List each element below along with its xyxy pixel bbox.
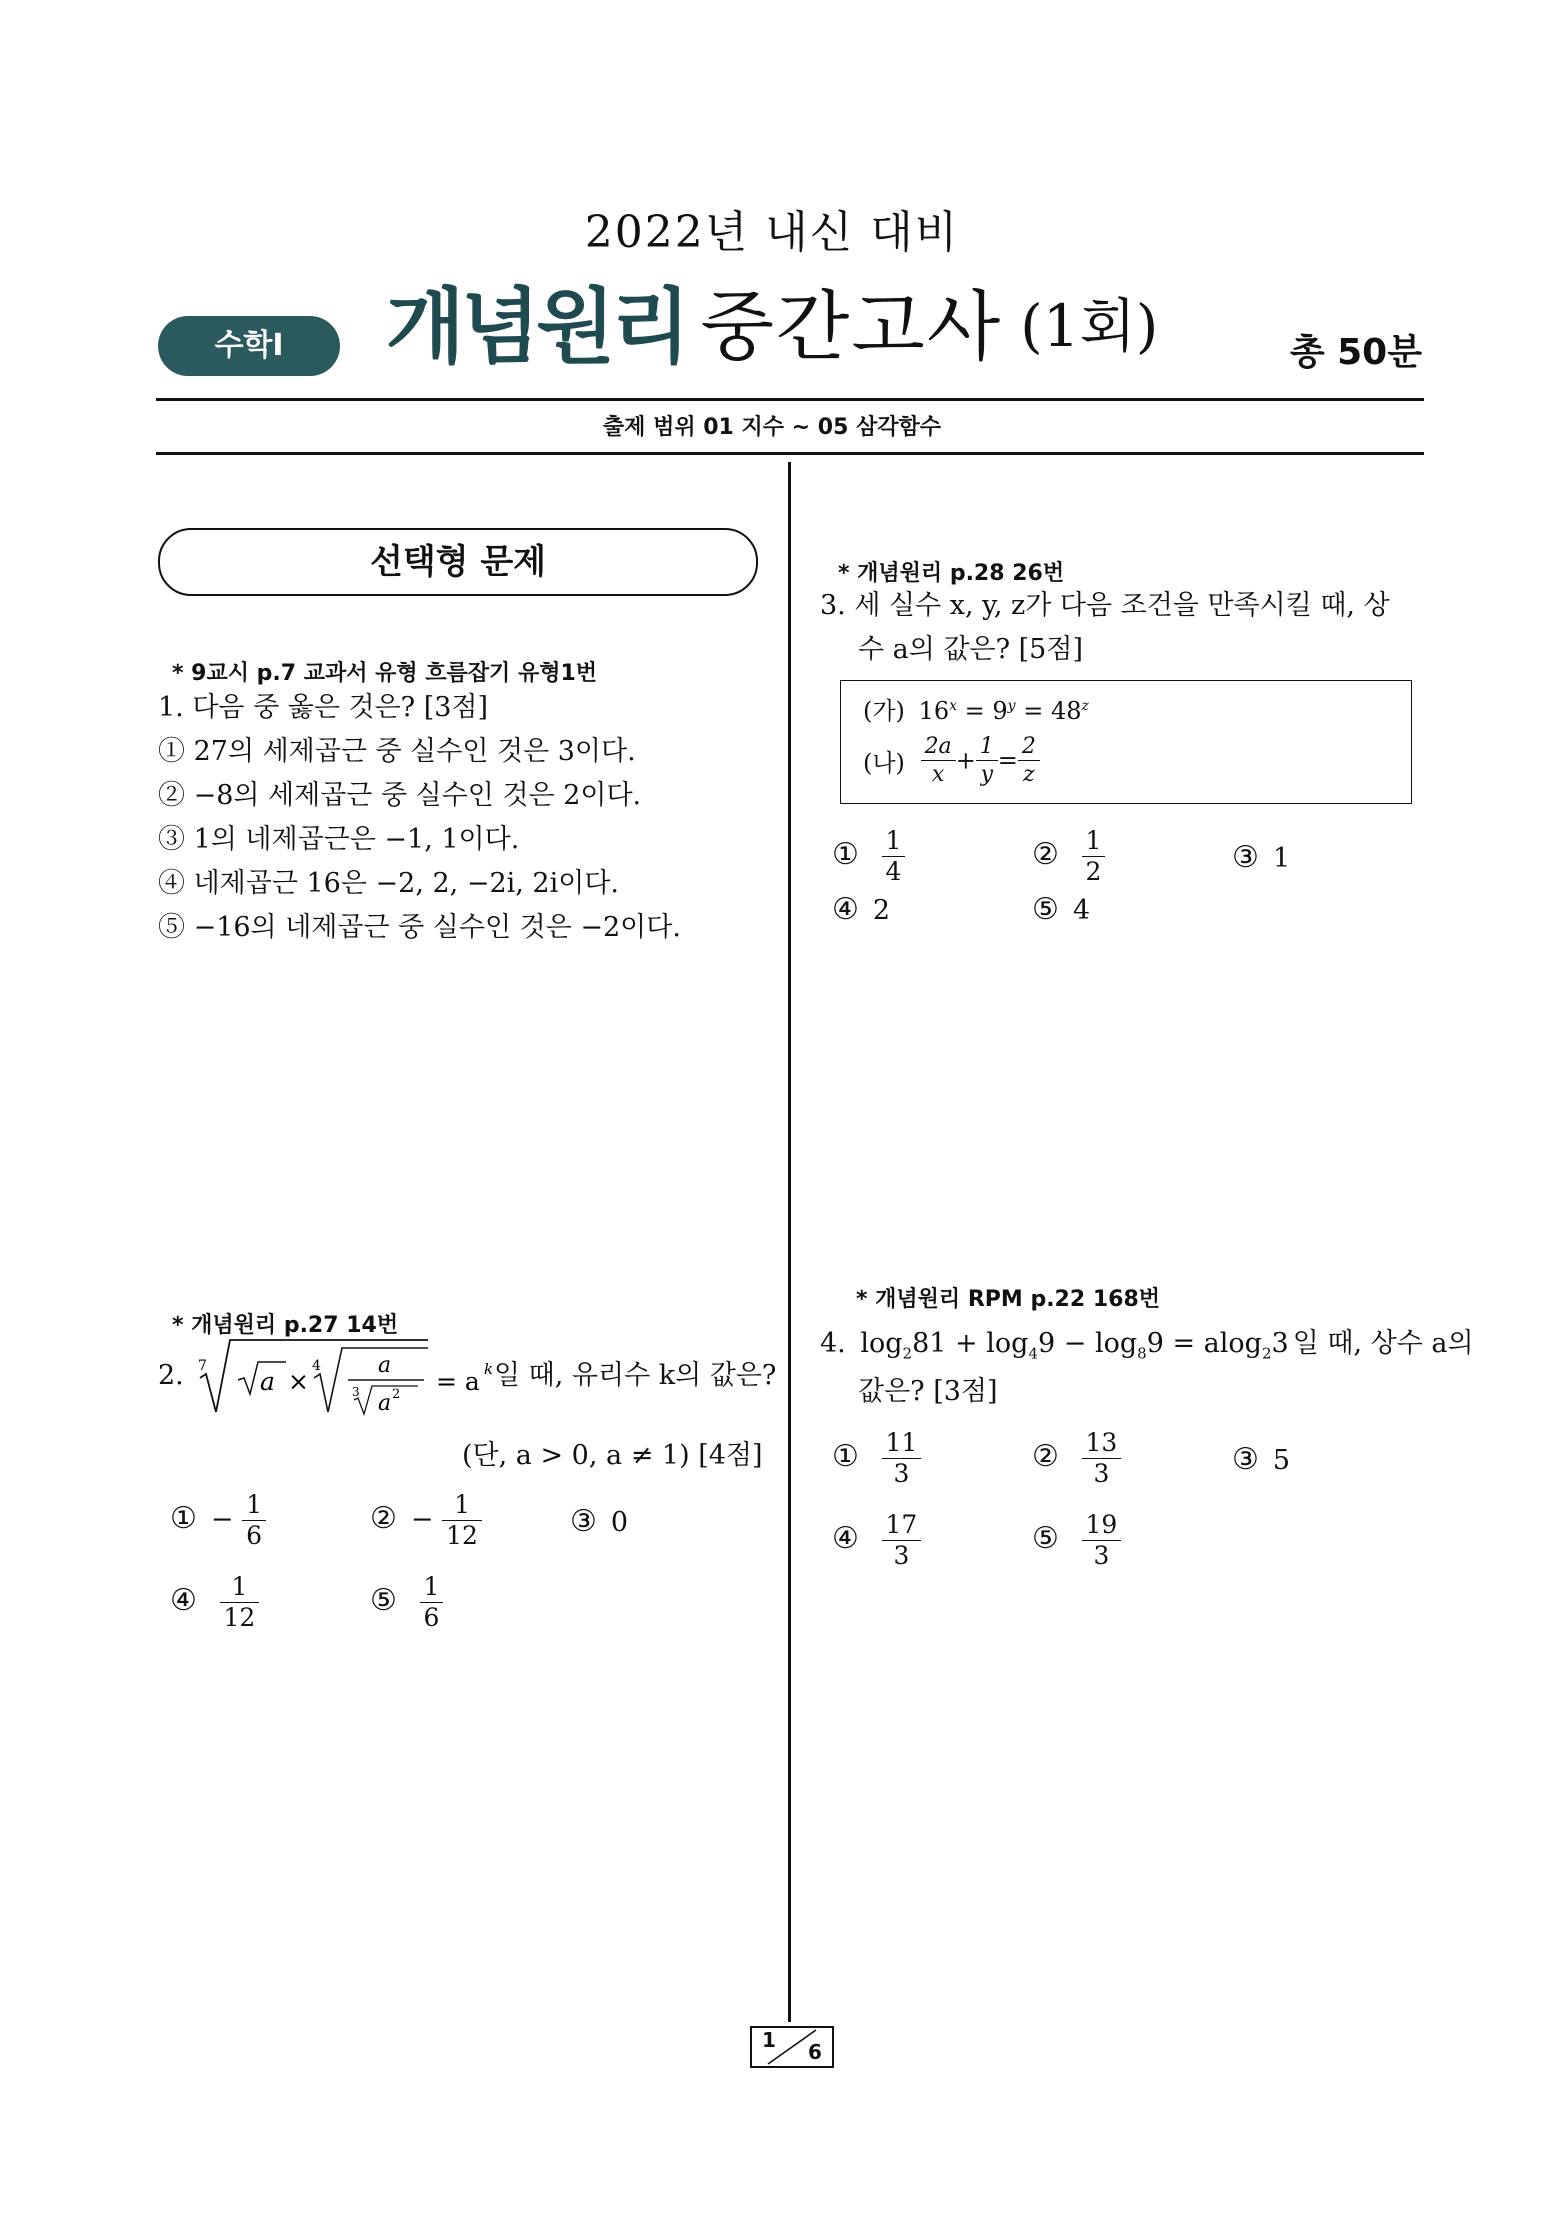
q2-source: * 개념원리 p.27 14번 (172, 1313, 399, 1338)
q2-choice-1[interactable]: ① − $\frac{1}{6}$ (170, 1490, 266, 1551)
header-bottom-rule (156, 452, 1424, 455)
q3-conditions-box (840, 680, 1412, 804)
q4-choice-1[interactable]: ① $\frac{11}{3}$ (832, 1428, 921, 1489)
q3-choice-3[interactable]: ③ 1 (1232, 840, 1291, 875)
q2-rhs: = a (436, 1367, 480, 1396)
q3-choice-2[interactable]: ② $\frac{1}{2}$ (1032, 826, 1105, 887)
q3-choice-5[interactable]: ⑤ 4 (1032, 892, 1091, 927)
q3-stem-line2: 수 a의 값은? [5점] (858, 634, 1083, 665)
q4-choice-2[interactable]: ② $\frac{13}{3}$ (1032, 1428, 1121, 1489)
q1-stem: 1. 다음 중 옳은 것은? [3점] (158, 692, 489, 723)
brand-logo: 개념원리 (385, 280, 687, 375)
q3-condition-ga: (가) $16^x = 9^y = 48^z$ (863, 697, 1089, 725)
column-divider (788, 462, 791, 2022)
q1-choice-1[interactable]: ① 27의 세제곱근 중 실수인 것은 3이다. (158, 736, 636, 767)
section-title: 선택형 문제 (158, 528, 758, 596)
q2-condition: (단, a > 0, a ≠ 1) [4점] (462, 1440, 763, 1471)
q3-stem-line1: 3. 세 실수 x, y, z가 다음 조건을 만족시킬 때, 상 (820, 590, 1390, 621)
q3-choice-1[interactable]: ① $\frac{1}{4}$ (832, 826, 905, 887)
q2-index-3: 3 (352, 1385, 360, 1399)
exam-subtitle: 2022년 내신 대비 (584, 207, 960, 258)
q4-choice-5[interactable]: ⑤ $\frac{19}{3}$ (1032, 1510, 1121, 1571)
q2-frac-num: a (378, 1353, 392, 1378)
q3-source: * 개념원리 p.28 26번 (838, 561, 1065, 586)
q2-stem-tail: 일 때, 유리수 k의 값은? (494, 1360, 777, 1391)
q2-frac-den-a: a (378, 1391, 392, 1416)
q1-choice-5[interactable]: ⑤ −16의 네제곱근 중 실수인 것은 −2이다. (158, 912, 681, 943)
q2-index-4: 4 (312, 1358, 321, 1374)
q2-index-7: 7 (198, 1358, 207, 1374)
q4-stem-line2: 값은? [3점] (858, 1376, 998, 1407)
q4-choice-4[interactable]: ④ $\frac{17}{3}$ (832, 1510, 921, 1571)
exam-time: 총 50분 (1289, 332, 1422, 373)
svg-text:2: 2 (392, 1387, 401, 1402)
exam-title: 중간고사 (700, 282, 1003, 371)
q4-stem-line1: 4. $\log_281 + \log_49 - \log_89 = alog_23$ 일 때, 상수 a의 (820, 1328, 1474, 1363)
header-top-rule (156, 398, 1424, 401)
q1-choice-3[interactable]: ③ 1의 네제곱근은 −1, 1이다. (158, 824, 520, 855)
q2-var-a: a (260, 1367, 275, 1396)
q4-choice-3[interactable]: ③ 5 (1232, 1442, 1291, 1477)
q3-choice-4[interactable]: ④ 2 (832, 892, 891, 927)
page-current: 1 (762, 2028, 776, 2052)
q4-source: * 개념원리 RPM p.22 168번 (856, 1287, 1161, 1312)
q2-stem (158, 1336, 777, 1416)
exam-round: (1회) (1020, 291, 1159, 360)
subject-badge: 수학Ⅰ (158, 316, 340, 376)
q2-number: 2. (158, 1360, 184, 1391)
q1-choice-4[interactable]: ④ 네제곱근 16은 −2, 2, −2i, 2i이다. (158, 868, 619, 899)
page-number-box (750, 2026, 834, 2068)
q2-sup-k: k (484, 1360, 494, 1378)
q2-choice-5[interactable]: ⑤ $\frac{1}{6}$ (370, 1572, 443, 1633)
q3-condition-na: (나) $\frac{2a}{x}$ + $\frac{1}{y}$ = $\frac{2}{z}$ (863, 733, 1040, 788)
page-total: 6 (808, 2040, 822, 2064)
q2-choice-2[interactable]: ② − $\frac{1}{12}$ (370, 1490, 482, 1551)
q1-choice-2[interactable]: ② −8의 세제곱근 중 실수인 것은 2이다. (158, 780, 642, 811)
q2-choice-3[interactable]: ③ 0 (570, 1504, 629, 1539)
q2-choice-4[interactable]: ④ $\frac{1}{12}$ (170, 1572, 259, 1633)
exam-range: 출제 범위 01 지수 ~ 05 삼각함수 (602, 415, 942, 440)
q2-times: × (288, 1367, 309, 1396)
q1-source: * 9교시 p.7 교과서 유형 흐름잡기 유형1번 (172, 661, 598, 686)
